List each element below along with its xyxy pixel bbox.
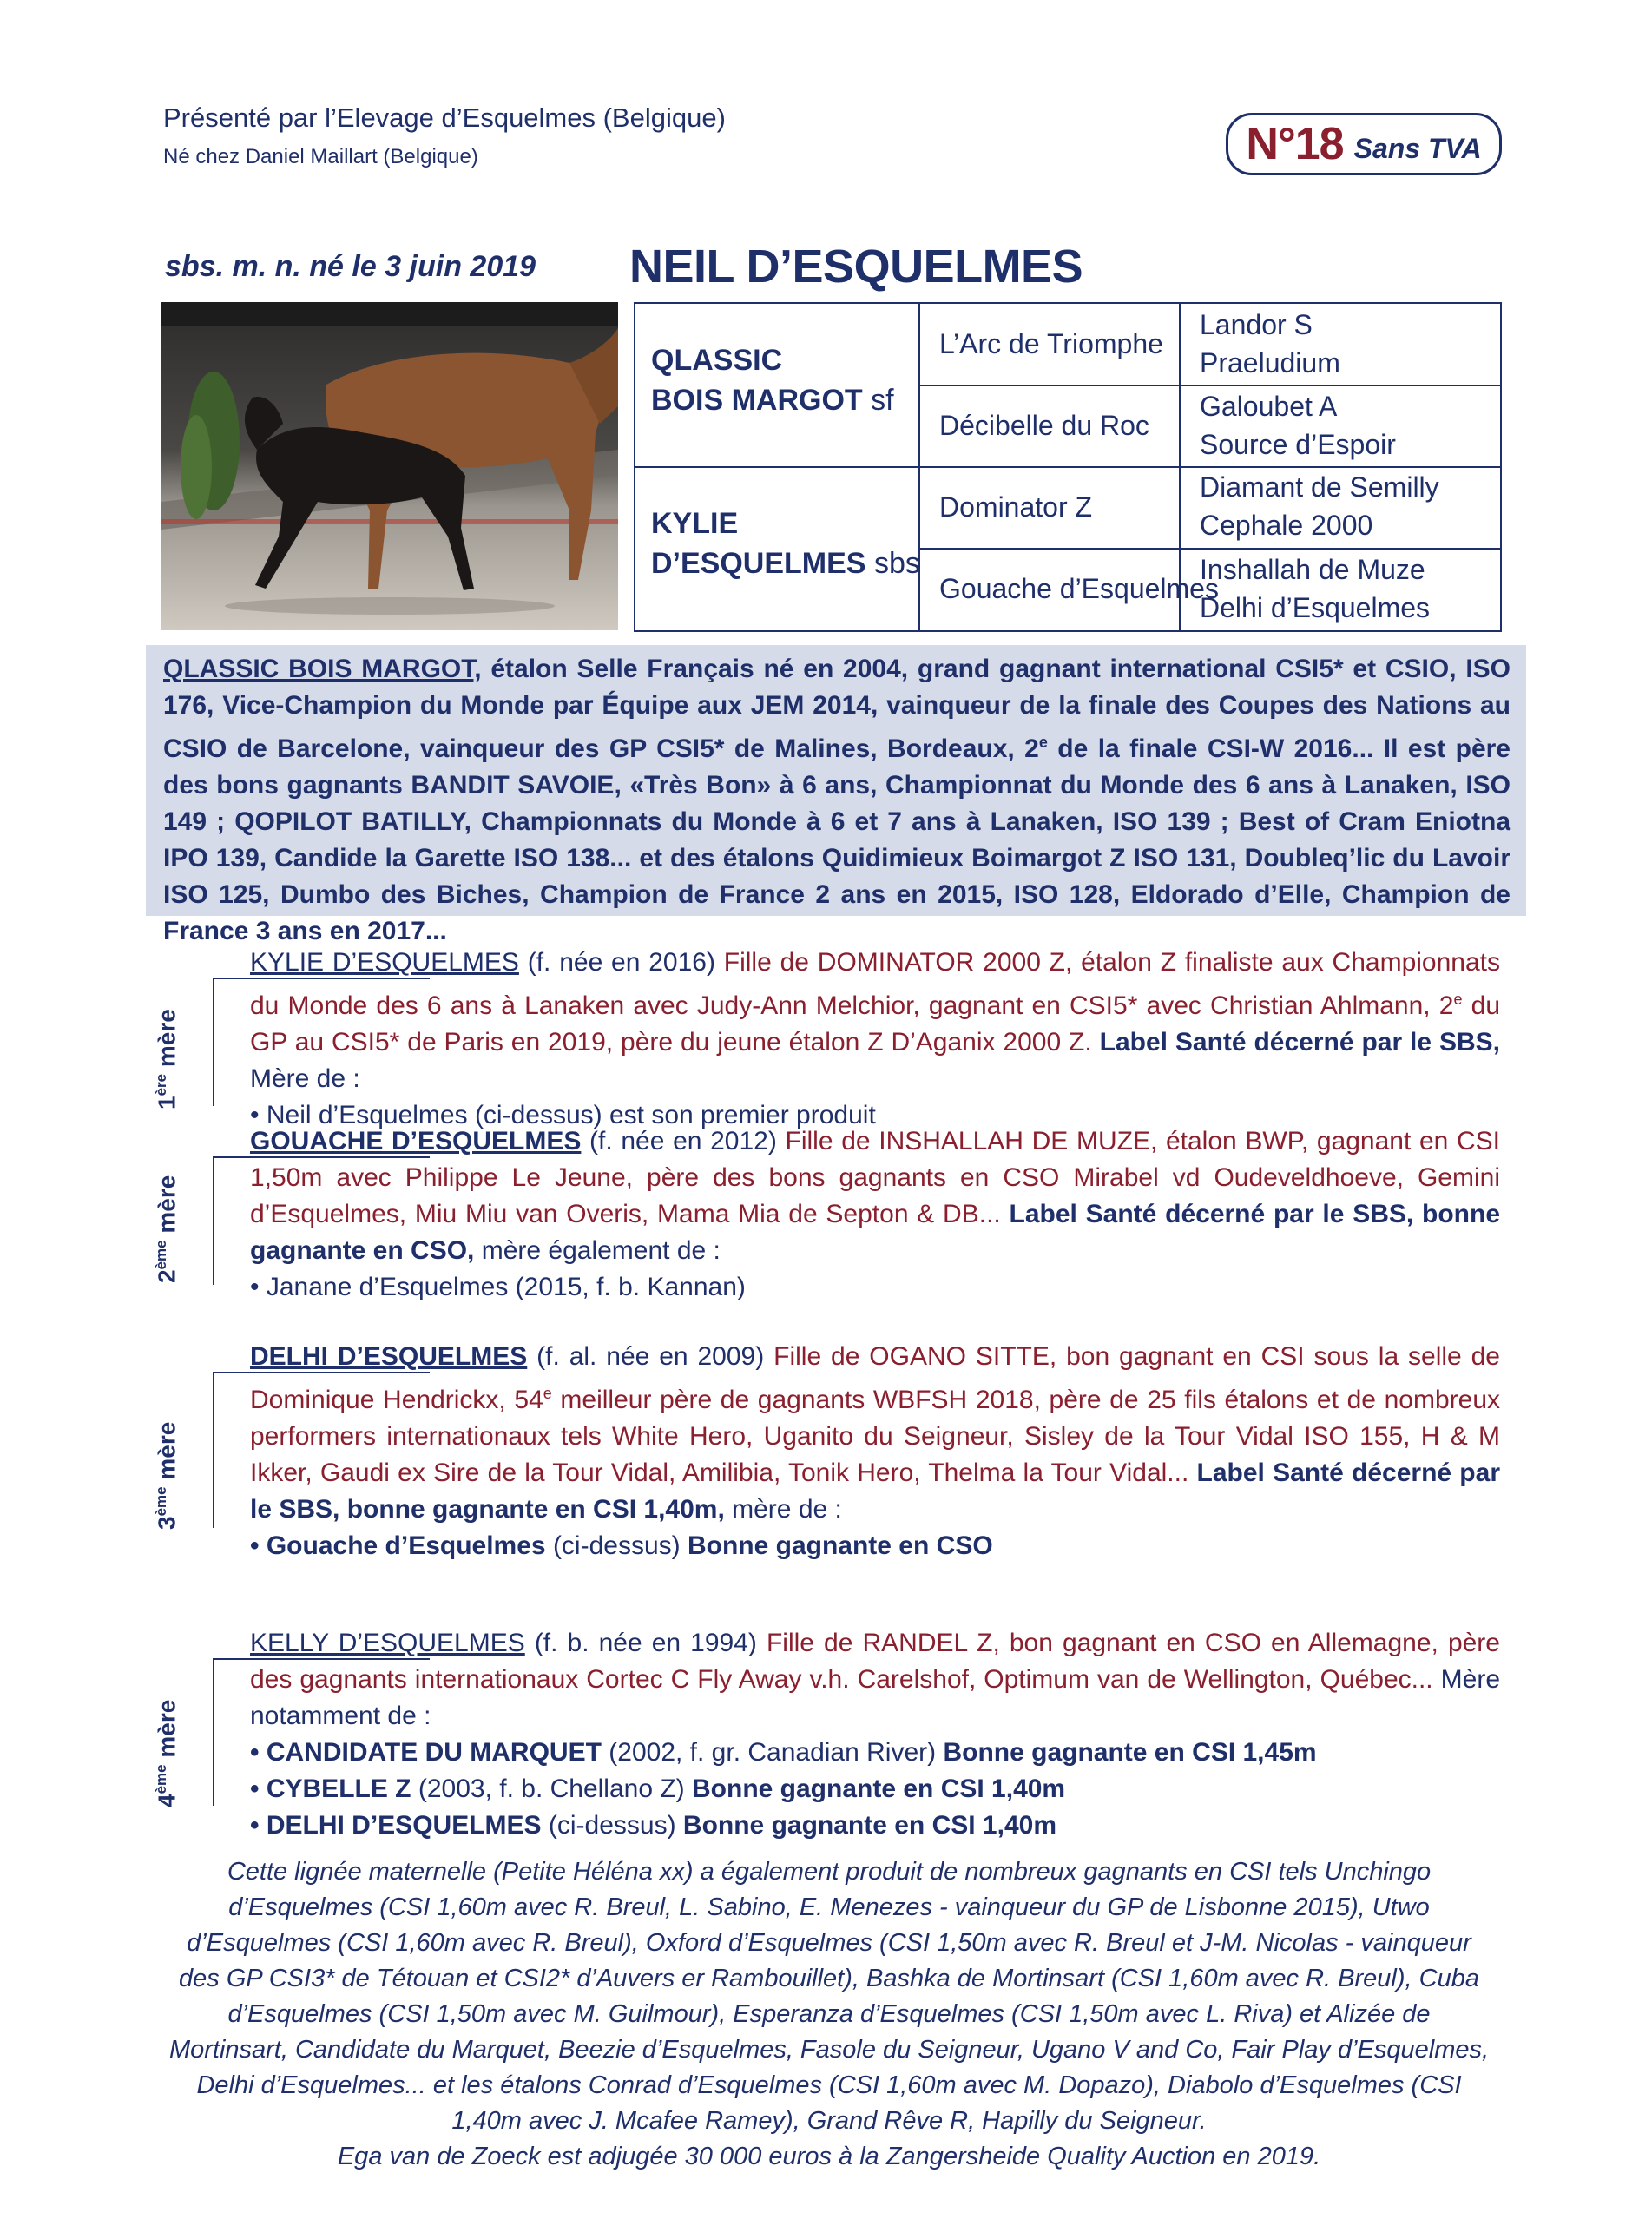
mere-4-bullet-3-name: • DELHI D’ESQUELMES (250, 1811, 542, 1840)
mere-2-info: (f. née en 2012) (581, 1127, 786, 1156)
presenter-line: Présenté par l’Elevage d’Esquelmes (Belgique) (163, 102, 726, 133)
great-grandparent-2: Praeludium (1200, 347, 1340, 379)
sire-studbook: sf (871, 384, 894, 417)
mere-3-name: DELHI D’ESQUELMES (250, 1342, 528, 1371)
mere-3-bullet-name: • Gouache d’Esquelmes (250, 1531, 546, 1560)
mere-1-bullet: • Neil d’Esquelmes (ci-dessus) est son premier produit (250, 1101, 876, 1129)
mere-2-block (250, 1123, 1500, 1306)
mere-label-3: 3ème mère (153, 1421, 181, 1530)
mere-4-block (250, 1625, 1500, 1844)
grandparent-1: L’Arc de Triomphe (939, 328, 1163, 359)
mere-3-sire-a: Fille de OGANO SITTE, bon gagnant en CSI sous la selle de Dominique Hendrickx, 54 (250, 1342, 1500, 1414)
photo-illustration (161, 302, 618, 630)
mere-1-block (250, 945, 1500, 1134)
sire-paragraph-text-a: étalon Selle Français né en 2004, grand gagnant international CSI5* et CSIO, ISO 176, Vice-Champion du Monde par Équipe aux JEM 2014, vainqueur de la finale des Coupes des Nations au CSIO de Barcelone, vainqueur des GP CSI5* de Malines, Bordeaux, 2 (163, 655, 1510, 763)
mere-1-text (250, 945, 1500, 1097)
horse-photo (161, 302, 618, 630)
mere-4-text (250, 1625, 1500, 1735)
mere-3-bullet (250, 1528, 1500, 1564)
mere-label-1: 1ère mère (153, 1009, 181, 1110)
mere-3-sire-sup: e (543, 1385, 552, 1402)
mere-4-bullet-2-name: • CYBELLE Z (250, 1775, 411, 1803)
mere-1-sire-sup: e (1453, 991, 1463, 1008)
great-grandparent-8: Delhi d’Esquelmes (1200, 592, 1431, 623)
sire-name-part: BOIS MARGOT (651, 384, 863, 417)
mere-4-bullet-3 (250, 1807, 1500, 1844)
mere-1-name: KYLIE D’ESQUELMES (250, 948, 519, 977)
mere-4-bullet-1-name: • CANDIDATE DU MARQUET (250, 1738, 602, 1767)
mere-1-label: Label Santé décerné par le SBS, (1091, 1028, 1500, 1057)
lot-tva: Sans TVA (1353, 132, 1482, 164)
great-grandparent-4: Source d’Espoir (1200, 429, 1396, 460)
footer-line-2: Ega van de Zoeck est adjugée 30 000 euros à la Zangersheide Quality Auction en 2019. (337, 2143, 1321, 2170)
great-grandparent-7: Inshallah de Muze (1200, 554, 1425, 585)
mere-2-sire: Fille de INSHALLAH DE MUZE, étalon BWP, gagnant en CSI 1,50m avec Philippe Le Jeune, père des bons gagnants en CSO Mirabel vd Oudeveldhoeve, Gemini d’Esquelmes, Miu Miu van Overis, Mama Mia de Septon & DB... (250, 1127, 1500, 1228)
mere-1-info: (f. née en 2016) (518, 948, 724, 977)
great-grandparent-1: Landor S (1200, 309, 1313, 340)
sire-paragraph (163, 651, 1510, 950)
footer-line-1: Cette lignée maternelle (Petite Héléna xx) a également produit de nombreux gagnants en CSI tels Unchingo d’Esquelmes (CSI 1,60m avec R. Breul, L. Sabino, E. Menezes - vainqueur du GP de Lisbonne 2015), Utwo d’Esquelmes (CSI 1,60m avec R. Breul), Oxford d’Esquelmes (CSI 1,50m avec R. Breul et J-M. Nicolas - vainqueur des GP CSI3* de Tétouan et CSI2* d’Auvers er Rambouillet), Bashka de Mortinsart (CSI 1,60m avec R. Breul), Cuba d’Esquelmes (CSI 1,50m avec M. Guilmour), Esperanza d’Esquelmes (CSI 1,50m avec L. Riva) et Alizée de Mortinsart, Candidate du Marquet, Beezie d’Esquelmes, Fasole du Seigneur, Ugano V and Co, Fair Play d’Esquelmes, Delhi d’Esquelmes... et les étalons Conrad d’Esquelmes (CSI 1,60m avec M. Dopazo), Diabolo d’Esquelmes (CSI 1,40m avec J. Mcafee Ramey), Grand Rêve R, Hapilly du Seigneur. (168, 1858, 1490, 2135)
bracket-2-side (213, 1156, 214, 1285)
sire-paragraph-name: QLASSIC BOIS MARGOT, (163, 655, 482, 683)
pedigree-table (634, 302, 1502, 632)
mere-2-label: Label Santé décerné par le SBS, bonne gagnante en CSO, (250, 1200, 1501, 1265)
mere-3-text (250, 1339, 1500, 1528)
mere-4-bullet-1-perf: Bonne gagnante en CSI 1,45m (943, 1738, 1317, 1767)
sire-paragraph-text-b: de la finale CSI-W 2016... Il est père des bons gagnants BANDIT SAVOIE, «Très Bon» à 6 ans, Championnat du Monde des 6 ans à Lanaken, ISO 149 ; QOPILOT BATILLY, Championnats du Monde à 6 et 7 ans à Lanaken, ISO 139 ; Best of Cram Eniotna IPO 139, Candide la Garette ISO 138... et des étalons Quidimieux Boimargot Z ISO 131, Doubleq’lic du Lavoir ISO 125, Dumbo des Biches, Champion de France 2 ans en 2015, ISO 128, Eldorado d’Elle, Champion de France 3 ans en 2017... (163, 734, 1510, 945)
mere-4-bullet-3-info: (ci-dessus) (541, 1811, 683, 1840)
mere-4-bullet-3-perf: Bonne gagnante en CSI 1,40m (682, 1811, 1056, 1840)
maternal-line-footer (165, 1854, 1493, 2175)
sire-line1: QLASSIC (651, 344, 783, 377)
mere-4-bullet-1-info: (2002, f. gr. Canadian River) (601, 1738, 944, 1767)
horse-name: NEIL D’ESQUELMES (629, 240, 1083, 293)
bracket-3-side (213, 1372, 214, 1528)
great-grandparent-6: Cephale 2000 (1200, 510, 1373, 541)
dam-line2 (651, 543, 920, 583)
mere-3-bullet-info: (ci-dessus) (545, 1531, 688, 1560)
mere-4-sire: Fille de RANDEL Z, bon gagnant en CSO en Allemagne, père des gagnants internationaux Cortec C Fly Away v.h. Carelshof, Optimum van de Wellington, Québec... (250, 1629, 1500, 1694)
mere-4-bullet-2-info: (2003, f. b. Chellano Z) (411, 1775, 693, 1803)
mere-3-label: Label Santé décerné par le SBS, bonne gagnante en CSI 1,40m, (250, 1458, 1500, 1524)
dam-name-part: D’ESQUELMES (651, 547, 866, 580)
horse-subtitle: sbs. m. n. né le 3 juin 2019 (165, 250, 536, 283)
mere-2-name: GOUACHE D’ESQUELMES (250, 1127, 582, 1156)
mere-4-name: KELLY D’ESQUELMES (250, 1629, 525, 1657)
bracket-1-side (213, 978, 214, 1106)
grandparent-4: Gouache d’Esquelmes (939, 573, 1219, 604)
mere-3-mother-of: mère de : (724, 1495, 842, 1524)
sire-paragraph-sup: e (1038, 734, 1048, 751)
sire-line2 (651, 380, 894, 420)
lot-badge (1226, 113, 1502, 175)
mere-2-mother-of: mère également de : (474, 1236, 721, 1265)
mere-1-sire-b: du GP au CSI5* de Paris en 2019, père du jeune étalon Z D’Aganix 2000 Z. (250, 991, 1500, 1057)
great-grandparent-3: Galoubet A (1200, 391, 1338, 422)
mere-4-bullet-2 (250, 1771, 1500, 1807)
grandparent-3: Dominator Z (939, 491, 1093, 523)
breeder-line: Né chez Daniel Maillart (Belgique) (163, 145, 478, 168)
bracket-4-side (213, 1658, 214, 1806)
mere-3-block (250, 1339, 1500, 1564)
mere-1-sire-a: Fille de DOMINATOR 2000 Z, étalon Z finaliste aux Championnats du Monde des 6 ans à Lanaken avec Judy-Ann Melchior, gagnant en CSI5* avec Christian Ahlmann, 2 (250, 948, 1500, 1020)
mere-3-sire-b: meilleur père de gagnants WBFSH 2018, père de 25 fils étalons et de nombreux performers internationaux tels White Hero, Uganito du Seigneur, Sisley de la Tour Vidal ISO 155, H & M Ikker, Gaudi ex Sire de la Tour Vidal, Amilibia, Tonik Hero, Thelma la Tour Vidal... (250, 1386, 1500, 1487)
grandparent-2: Décibelle du Roc (939, 410, 1149, 441)
dam-studbook: sbs (873, 547, 920, 580)
mere-3-info: (f. al. née en 2009) (527, 1342, 774, 1371)
mere-2-bullet: • Janane d’Esquelmes (2015, f. b. Kannan) (250, 1273, 746, 1301)
mere-2-text (250, 1123, 1500, 1269)
mere-3-bullet-perf: Bonne gagnante en CSO (687, 1531, 993, 1560)
mere-4-bullet-2-perf: Bonne gagnante en CSI 1,40m (692, 1775, 1066, 1803)
great-grandparent-5: Diamant de Semilly (1200, 471, 1439, 503)
mere-1-mother-of: Mère de : (250, 1064, 360, 1093)
mere-label-4: 4ème mère (153, 1699, 181, 1807)
pedigree-sire (651, 340, 894, 420)
mere-4-info: (f. b. née en 1994) (524, 1629, 767, 1657)
pedigree-dam (651, 504, 920, 583)
mere-4-mother-of: Mère notamment de : (250, 1665, 1501, 1730)
dam-line1: KYLIE (651, 507, 739, 540)
mere-4-bullet-1 (250, 1735, 1500, 1771)
lot-number: N°18 (1246, 119, 1344, 169)
mere-label-2: 2ème mère (153, 1175, 181, 1283)
